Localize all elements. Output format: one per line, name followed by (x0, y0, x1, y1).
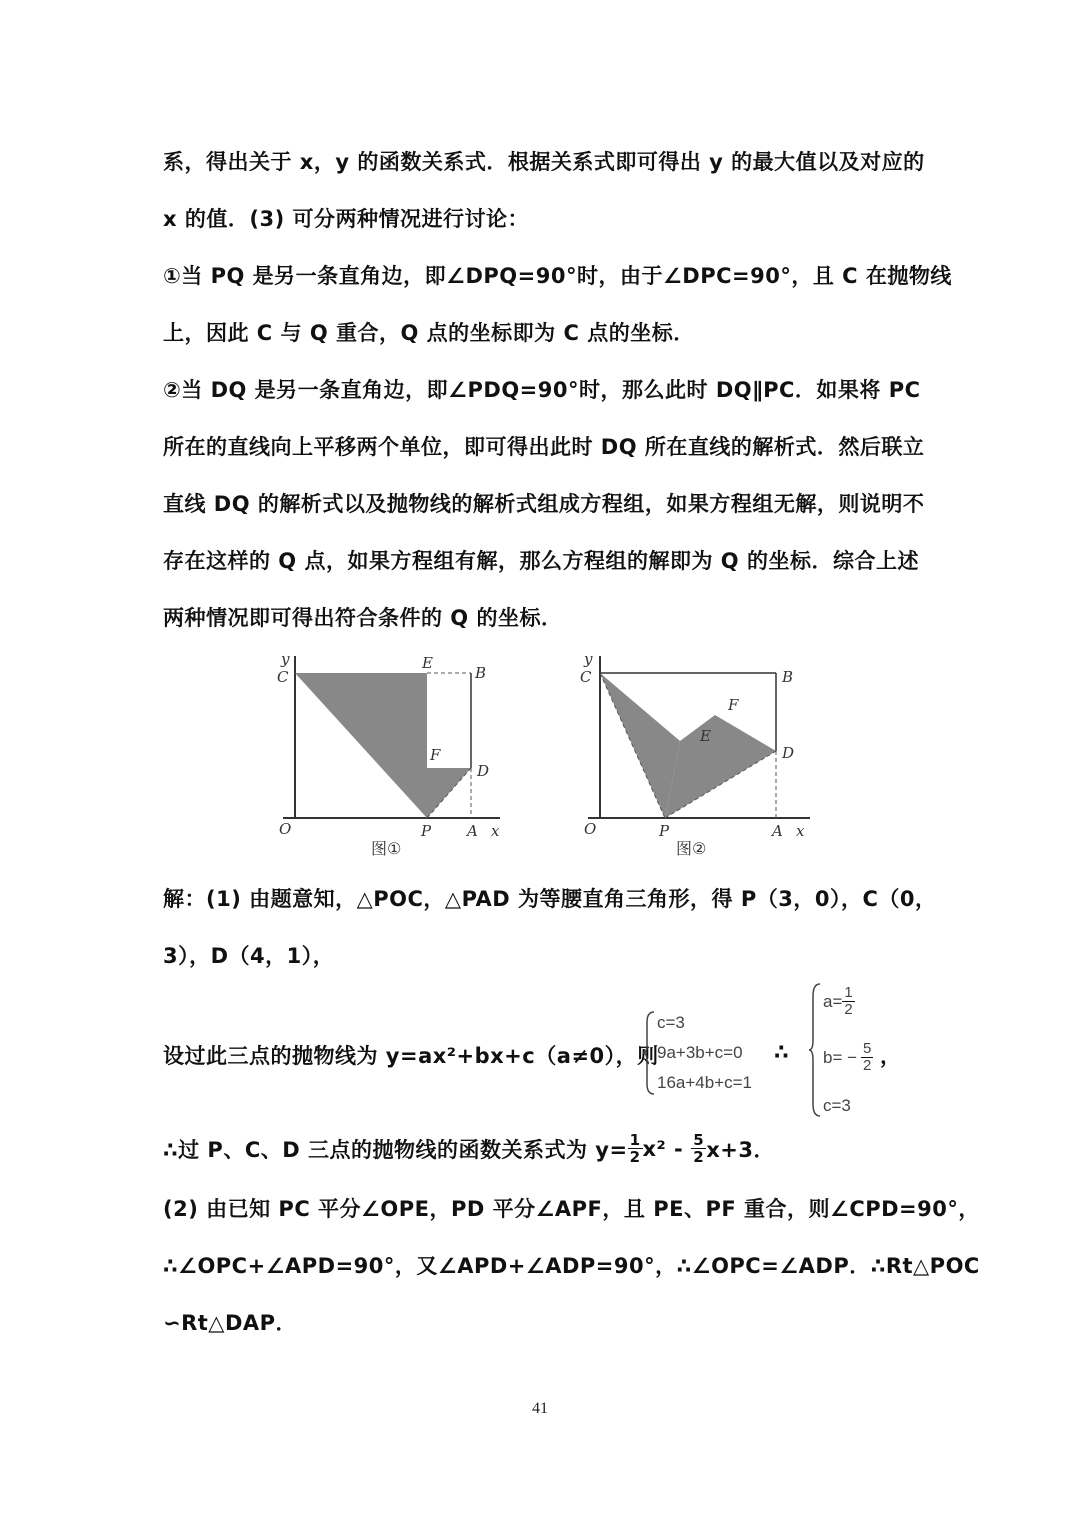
result-c: c=3 (823, 1096, 851, 1115)
parabola-line (163, 1132, 775, 1165)
solution-line: 设过此三点的抛物线为 y=ax²+bx+c（a≠0），则 (163, 1044, 659, 1068)
shaded-triangle-cpe (295, 673, 427, 818)
fraction-numerator: 5 (863, 1040, 872, 1057)
label-p: P (659, 822, 670, 840)
label-e: E (422, 654, 433, 672)
label-a: A (772, 822, 783, 840)
label-d: D (782, 744, 795, 762)
result-a (823, 985, 855, 1018)
page-number: 41 (532, 1400, 548, 1417)
fraction-denominator: 2 (863, 1057, 872, 1074)
fraction-denominator: 2 (629, 1148, 641, 1166)
solution-line: 3），D（4，1）， (163, 944, 335, 968)
paragraph-line: 两种情况即可得出符合条件的 Q 的坐标． (163, 606, 563, 630)
label-o: O (584, 820, 597, 838)
label-e: E (700, 727, 711, 745)
shaded-quad-pefd (665, 715, 776, 818)
shaded-triangle-cep (600, 673, 680, 818)
label-b: B (782, 668, 794, 686)
paragraph-line: 系，得出关于 x，y 的函数关系式．根据关系式即可得出 y 的最大值以及对应的 (163, 150, 925, 174)
fraction-numerator: 1 (844, 984, 853, 1001)
therefore-symbol: ∴ (774, 1040, 790, 1064)
label-c: C (277, 668, 289, 686)
result-b-label: b= − (823, 1047, 858, 1067)
label-b: B (475, 664, 487, 682)
fraction-numerator: 1 (629, 1131, 641, 1149)
figure-1 (265, 648, 515, 863)
label-o: O (279, 820, 292, 838)
parabola-x-term: x+3． (706, 1137, 775, 1162)
solution-line: (2) 由已知 PC 平分∠OPE，PD 平分∠APF，且 PE、PF 重合，则∠CPD=90°， (163, 1197, 980, 1221)
fraction-denominator: 2 (844, 1001, 853, 1018)
geometry-figures (265, 648, 825, 863)
parabola-x2-term: x² - (642, 1136, 684, 1161)
label-y: y (584, 650, 593, 668)
system-eq-2: 9a+3b+c=0 (657, 1043, 743, 1062)
label-f: F (430, 746, 441, 764)
label-p: P (421, 822, 432, 840)
label-f: F (728, 696, 739, 714)
paragraph-line: ①当 PQ 是另一条直角边，即∠DPQ=90°时，由于∠DPC=90°，且 C 在抛物线 (163, 264, 952, 288)
solution-line: ∽Rt△DAP． (163, 1311, 298, 1335)
paragraph-line: 直线 DQ 的解析式以及抛物线的解析式组成方程组，如果方程组无解，则说明不 (163, 492, 925, 516)
result-comma: ， (880, 1044, 902, 1068)
paragraph-line: ②当 DQ 是另一条直角边，即∠PDQ=90°时，那么此时 DQ∥PC．如果将 PC (163, 378, 921, 402)
system-brace (642, 1010, 656, 1096)
solution-line: ∴∠OPC+∠APD=90°，又∠APD+∠ADP=90°，∴∠OPC=∠ADP．∴Rt△POC (163, 1254, 980, 1278)
result-a-label: a= (823, 991, 843, 1011)
label-x: x (491, 822, 500, 840)
paragraph-line: 上，因此 C 与 Q 重合，Q 点的坐标即为 C 点的坐标． (163, 321, 695, 345)
figure-caption: 图① (371, 839, 402, 858)
fraction-denominator: 2 (693, 1148, 705, 1166)
solution-line: 解：(1) 由题意知，△POC，△PAD 为等腰直角三角形，得 P（3，0），C（0， (163, 887, 937, 911)
fraction-numerator: 5 (693, 1131, 705, 1149)
paragraph-line: x 的值．(3) 可分两种情况进行讨论： (163, 207, 529, 231)
label-y: y (281, 650, 290, 668)
parabola-prefix: ∴过 P、C、D 三点的抛物线的函数关系式为 y= (163, 1137, 628, 1162)
figure-caption: 图② (676, 839, 707, 858)
label-d: D (477, 762, 490, 780)
paragraph-line: 存在这样的 Q 点，如果方程组有解，那么方程组的解即为 Q 的坐标．综合上述 (163, 549, 919, 573)
system-eq-3: 16a+4b+c=1 (657, 1073, 753, 1092)
paragraph-line: 所在的直线向上平移两个单位，即可得出此时 DQ 所在直线的解析式．然后联立 (163, 435, 925, 459)
result-brace (808, 982, 822, 1118)
system-eq-1: c=3 (657, 1013, 685, 1032)
figure-2 (570, 648, 820, 863)
label-x: x (796, 822, 805, 840)
label-c: C (580, 668, 592, 686)
result-b (823, 1041, 873, 1074)
label-a: A (467, 822, 478, 840)
